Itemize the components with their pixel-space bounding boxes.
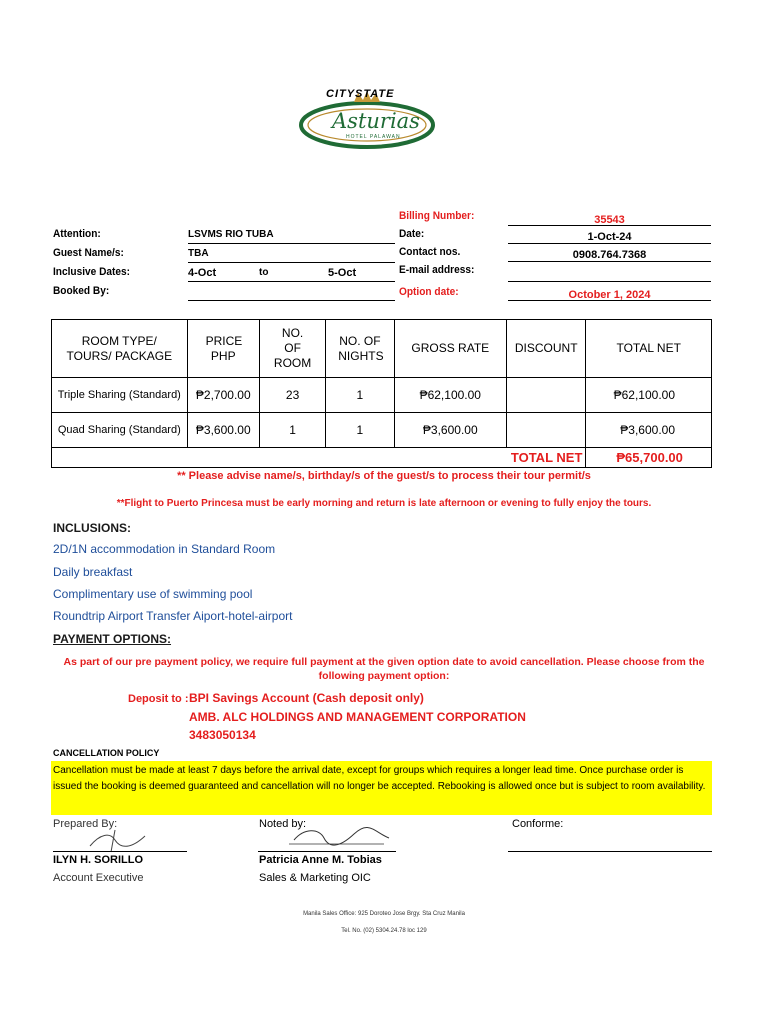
date-from: 4-Oct <box>188 267 217 279</box>
col-header-room-type: ROOM TYPE/ TOURS/ PACKAGE <box>52 320 188 378</box>
cell-price: ₱2,700.00 <box>187 378 259 413</box>
col-header-gross-rate: GROSS RATE <box>394 320 507 378</box>
inclusions-title: INCLUSIONS: <box>53 521 131 535</box>
guest-name-value: TBA <box>188 248 209 259</box>
billing-number-label: Billing Number: <box>399 210 475 222</box>
conforme-label: Conforme: <box>512 818 564 830</box>
inclusion-item: 2D/1N accommodation in Standard Room <box>53 542 276 556</box>
total-net-label: TOTAL NET <box>507 448 586 468</box>
conforme-line <box>508 851 712 852</box>
noted-title: Sales & Marketing OIC <box>259 872 371 884</box>
noted-signature-icon <box>284 826 394 854</box>
cell-rooms: 23 <box>259 378 325 413</box>
cell-rooms: 1 <box>259 413 325 448</box>
prepared-name: ILYN H. SORILLO <box>53 854 144 866</box>
date-value: 1-Oct-24 <box>587 231 632 243</box>
option-date-value: October 1, 2024 <box>568 289 651 301</box>
account-name: AMB. ALC HOLDINGS AND MANAGEMENT CORPORATION <box>189 710 526 724</box>
cell-gross: ₱3,600.00 <box>394 413 507 448</box>
cell-nights: 1 <box>326 413 394 448</box>
rooms-table <box>51 319 712 468</box>
payment-policy-text: As part of our pre payment policy, we require full payment at the given option date to avoid cancellation. Please choose from the following payment option: <box>63 656 705 682</box>
footer-tel: Tel. No. (02) 5304.24.78 loc 129 <box>341 928 427 934</box>
noted-by-label: Noted by: <box>259 818 307 830</box>
date-to: 5-Oct <box>328 267 357 279</box>
col-header-nights: NO. OF NIGHTS <box>326 320 394 378</box>
cell-nights: 1 <box>326 378 394 413</box>
hotel-logo <box>296 88 438 150</box>
inclusive-dates-label: Inclusive Dates: <box>53 266 131 278</box>
flight-note: **Flight to Puerto Princesa must be early morning and return is late afternoon or evening to fully enjoy the tours. <box>116 498 652 509</box>
account-number: 3483050134 <box>189 728 256 742</box>
bank-name: BPI Savings Account (Cash deposit only) <box>189 691 424 705</box>
total-net-value: ₱65,700.00 <box>586 448 712 468</box>
cell-room-type: Quad Sharing (Standard) <box>52 413 188 448</box>
option-date-field <box>508 282 711 301</box>
prepared-line <box>53 851 187 852</box>
col-header-rooms: NO. OF ROOM <box>259 320 325 378</box>
email-field <box>508 262 711 282</box>
date-label: Date: <box>399 228 425 240</box>
logo-script-text: Asturias <box>332 109 420 133</box>
col-header-discount: DISCOUNT <box>507 320 586 378</box>
total-row <box>52 448 712 468</box>
cell-room-type: Triple Sharing (Standard) <box>52 378 188 413</box>
tour-permit-note: ** Please advise name/s, birthday/s of the guest/s to process their tour permit/s <box>177 470 591 482</box>
footer-office: Manila Sales Office: 925 Doroteo Jose Brgy. Sta Cruz Manila <box>303 911 465 917</box>
inclusion-item: Roundtrip Airport Transfer Aiport-hotel-airport <box>53 609 293 623</box>
billing-number-field <box>508 208 711 226</box>
prepared-by-label: Prepared By: <box>53 818 118 830</box>
logo-bottom-text: HOTEL PALAWAN <box>346 134 401 140</box>
cell-discount <box>507 413 586 448</box>
prepared-title: Account Executive <box>53 872 144 884</box>
noted-line <box>258 851 396 852</box>
inclusive-dates-field <box>188 264 395 282</box>
inclusion-item: Complimentary use of swimming pool <box>53 587 253 601</box>
cancellation-box <box>51 761 712 815</box>
col-header-total-net: TOTAL NET <box>586 320 712 378</box>
contact-value: 0908.764.7368 <box>572 249 647 261</box>
billing-number-value: 35543 <box>594 214 625 226</box>
cell-discount <box>507 378 586 413</box>
table-row <box>52 413 712 448</box>
cell-net: ₱62,100.00 <box>586 378 712 413</box>
booked-by-field <box>188 283 395 301</box>
prepared-signature-icon <box>85 826 155 854</box>
attention-value: LSVMS RIO TUBA <box>188 229 274 240</box>
cancellation-text: Cancellation must be made at least 7 days before the arrival date, except for groups which requires a longer lead time. Once purchase order is issued the booking is deemed guaranteed and cancellation will no longer be accepted. Rebooking is allowed once but is subject to room availability. <box>53 765 706 792</box>
cell-net: ₱3,600.00 <box>586 413 712 448</box>
date-field <box>508 226 711 244</box>
table-header-row <box>52 320 712 378</box>
contact-label: Contact nos. <box>399 246 461 258</box>
option-date-label: Option date: <box>399 286 459 298</box>
date-to-word: to <box>259 267 269 278</box>
guest-name-label: Guest Name/s: <box>53 247 124 259</box>
inclusion-item: Daily breakfast <box>53 565 133 579</box>
deposit-label: Deposit to : <box>128 693 189 705</box>
booked-by-label: Booked By: <box>53 285 110 297</box>
col-header-price: PRICE PHP <box>187 320 259 378</box>
email-label: E-mail address: <box>399 264 475 276</box>
logo-top-text: CITYSTATE <box>326 88 395 100</box>
contact-field <box>508 244 711 262</box>
attention-label: Attention: <box>53 228 101 240</box>
guest-name-field <box>188 245 395 263</box>
payment-options-title: PAYMENT OPTIONS: <box>53 632 172 646</box>
cell-price: ₱3,600.00 <box>187 413 259 448</box>
cell-gross: ₱62,100.00 <box>394 378 507 413</box>
attention-field <box>188 226 395 244</box>
total-spacer <box>52 448 507 468</box>
cancellation-title: CANCELLATION POLICY <box>53 748 160 758</box>
table-row <box>52 378 712 413</box>
noted-name: Patricia Anne M. Tobias <box>259 854 382 866</box>
